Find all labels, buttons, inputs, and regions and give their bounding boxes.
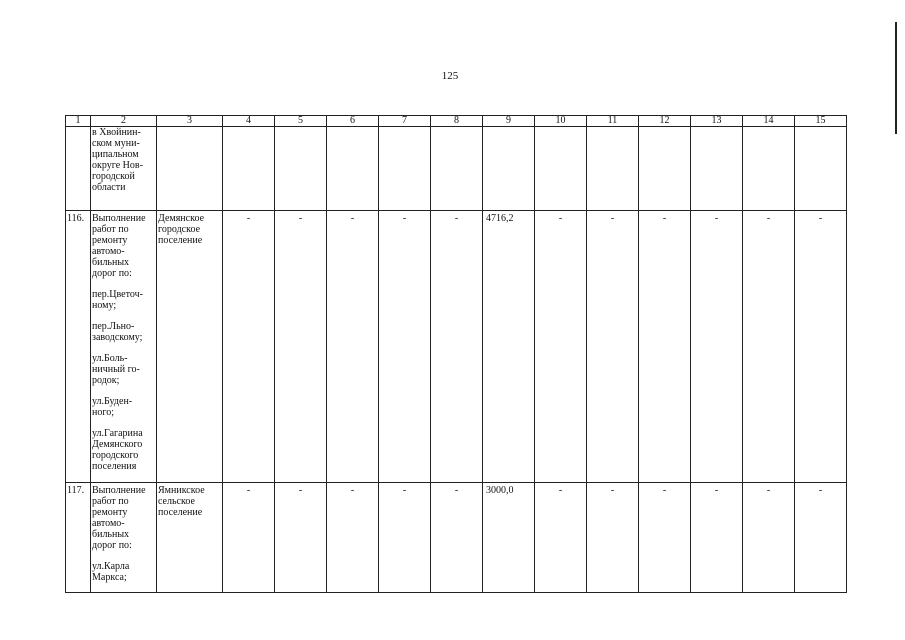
cell-value: - (535, 211, 587, 483)
cell-part: ул.Боль- ничный го- родок; (92, 353, 140, 386)
cell-part: пер.Цветоч- ному; (92, 289, 143, 311)
cell-text (91, 483, 157, 593)
table-row-117 (66, 483, 847, 593)
cell-value: - (223, 211, 275, 483)
cell-value: - (275, 211, 327, 483)
column-header: 2 (91, 116, 157, 127)
cell-value: - (743, 211, 795, 483)
cell-value: 3000,0 (483, 483, 535, 593)
column-header: 6 (327, 116, 379, 127)
cell-part: пер.Льно- заводскому; (92, 321, 143, 343)
cell-text: Ямникское сельское поселение (157, 483, 223, 593)
cell-value: - (691, 211, 743, 483)
column-header: 9 (483, 116, 535, 127)
cell-value: - (535, 483, 587, 593)
table-row-continuation (66, 127, 847, 211)
cell-value: - (639, 211, 691, 483)
cell-part: ул.Гагарина Демянского городского поселения (92, 428, 143, 472)
margin-line (895, 22, 897, 134)
cell-text (91, 211, 157, 483)
row-number: 117. (66, 483, 91, 593)
data-table (65, 115, 847, 593)
cell-value: - (379, 211, 431, 483)
cell-text: Демянское городское поселение (157, 211, 223, 483)
cell-value: - (795, 211, 847, 483)
column-header: 7 (379, 116, 431, 127)
column-header: 12 (639, 116, 691, 127)
column-header: 14 (743, 116, 795, 127)
cell-value: - (795, 483, 847, 593)
cell-part: Выполнение работ по ремонту автомо- бильных дорог по: (92, 485, 146, 551)
column-header: 1 (66, 116, 91, 127)
cell-value: - (327, 211, 379, 483)
column-header: 15 (795, 116, 847, 127)
cell-value: - (379, 483, 431, 593)
header-row (66, 116, 847, 127)
cell-part: Выполнение работ по ремонту автомо- бильных дорог по: (92, 213, 146, 279)
row-number: 116. (66, 211, 91, 483)
cell-value: - (275, 483, 327, 593)
column-header: 13 (691, 116, 743, 127)
column-header: 5 (275, 116, 327, 127)
cell-value: - (587, 211, 639, 483)
cell-value: - (587, 483, 639, 593)
cell-value: - (223, 483, 275, 593)
cell-text: в Хвойнин- ском муни- ципальном округе Нов- городской области (91, 127, 157, 211)
cell-value: - (691, 483, 743, 593)
cell-value: 4716,2 (483, 211, 535, 483)
page-number: 125 (441, 70, 459, 82)
cell-value: - (743, 483, 795, 593)
cell-part: ул.Буден- ного; (92, 396, 133, 418)
table-row-116 (66, 211, 847, 483)
cell-part: ул.Карла Маркса; (92, 561, 130, 583)
column-header: 11 (587, 116, 639, 127)
cell-value: - (639, 483, 691, 593)
column-header: 3 (157, 116, 223, 127)
cell-value: - (431, 483, 483, 593)
column-header: 8 (431, 116, 483, 127)
cell-value: - (431, 211, 483, 483)
cell-value: - (327, 483, 379, 593)
column-header: 10 (535, 116, 587, 127)
column-header: 4 (223, 116, 275, 127)
